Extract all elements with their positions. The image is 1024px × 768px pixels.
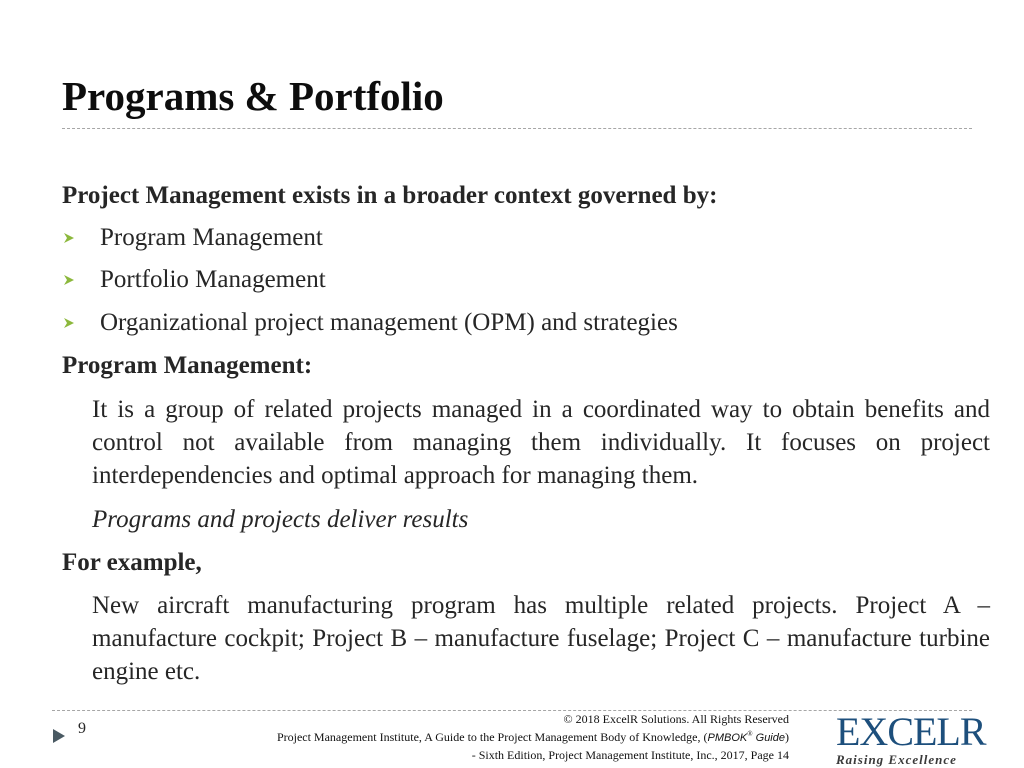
excelr-logo [836, 709, 986, 767]
program-paragraph: It is a group of related projects managed in a coordinated way to obtain benefits and control not available from managing them individually. It focuses on project interdependencies and optimal approach for managing them. [92, 396, 990, 489]
bullet-label: Organizational project management (OPM) and strategies [100, 309, 678, 336]
reference-line-1 [277, 730, 789, 745]
bullet-arrow-icon [62, 273, 100, 287]
bullet-item-opm [62, 307, 678, 339]
logo-wordmark [836, 709, 986, 754]
footer-divider [52, 710, 972, 711]
reference-prefix: Project Management Institute, A Guide to the Project Management Body of Knowledge, ( [276, 730, 708, 744]
logo-tagline: Raising Excellence [836, 752, 957, 767]
bullet-arrow-icon [62, 231, 100, 245]
example-paragraph: New aircraft manufacturing program has multiple related projects. Project A – manufacture cockpit; Project B – manufacture fuselage; Project C – manufacture turbine engine etc. [92, 592, 990, 685]
example-heading: For example, [62, 549, 202, 576]
italic-note: Programs and projects deliver results [92, 506, 469, 533]
copyright-text: © 2018 ExcelR Solutions. All Rights Reserved [563, 712, 789, 726]
bullet-item-portfolio-management [62, 264, 326, 296]
registered-mark: ® [747, 730, 753, 738]
bullet-label: Program Management [100, 224, 323, 251]
slide-title: Programs & Portfolio [62, 73, 444, 119]
title-divider [62, 128, 972, 129]
page-number: 9 [78, 720, 86, 737]
reference-pmbok: PMBOK [707, 732, 748, 744]
logo-name: EXCELR [836, 709, 986, 754]
reference-line-2: - Sixth Edition, Project Management Institute, Inc., 2017, Page 14 [471, 748, 789, 762]
reference-suffix: ) [785, 730, 789, 744]
footer-triangle-icon [52, 728, 66, 749]
reference-guide: Guide [752, 732, 785, 744]
program-management-heading: Program Management: [62, 352, 313, 379]
intro-heading: Project Management exists in a broader context governed by: [62, 182, 718, 209]
bullet-item-program-management [62, 222, 323, 254]
bullet-label: Portfolio Management [100, 266, 326, 293]
bullet-arrow-icon [62, 316, 100, 330]
